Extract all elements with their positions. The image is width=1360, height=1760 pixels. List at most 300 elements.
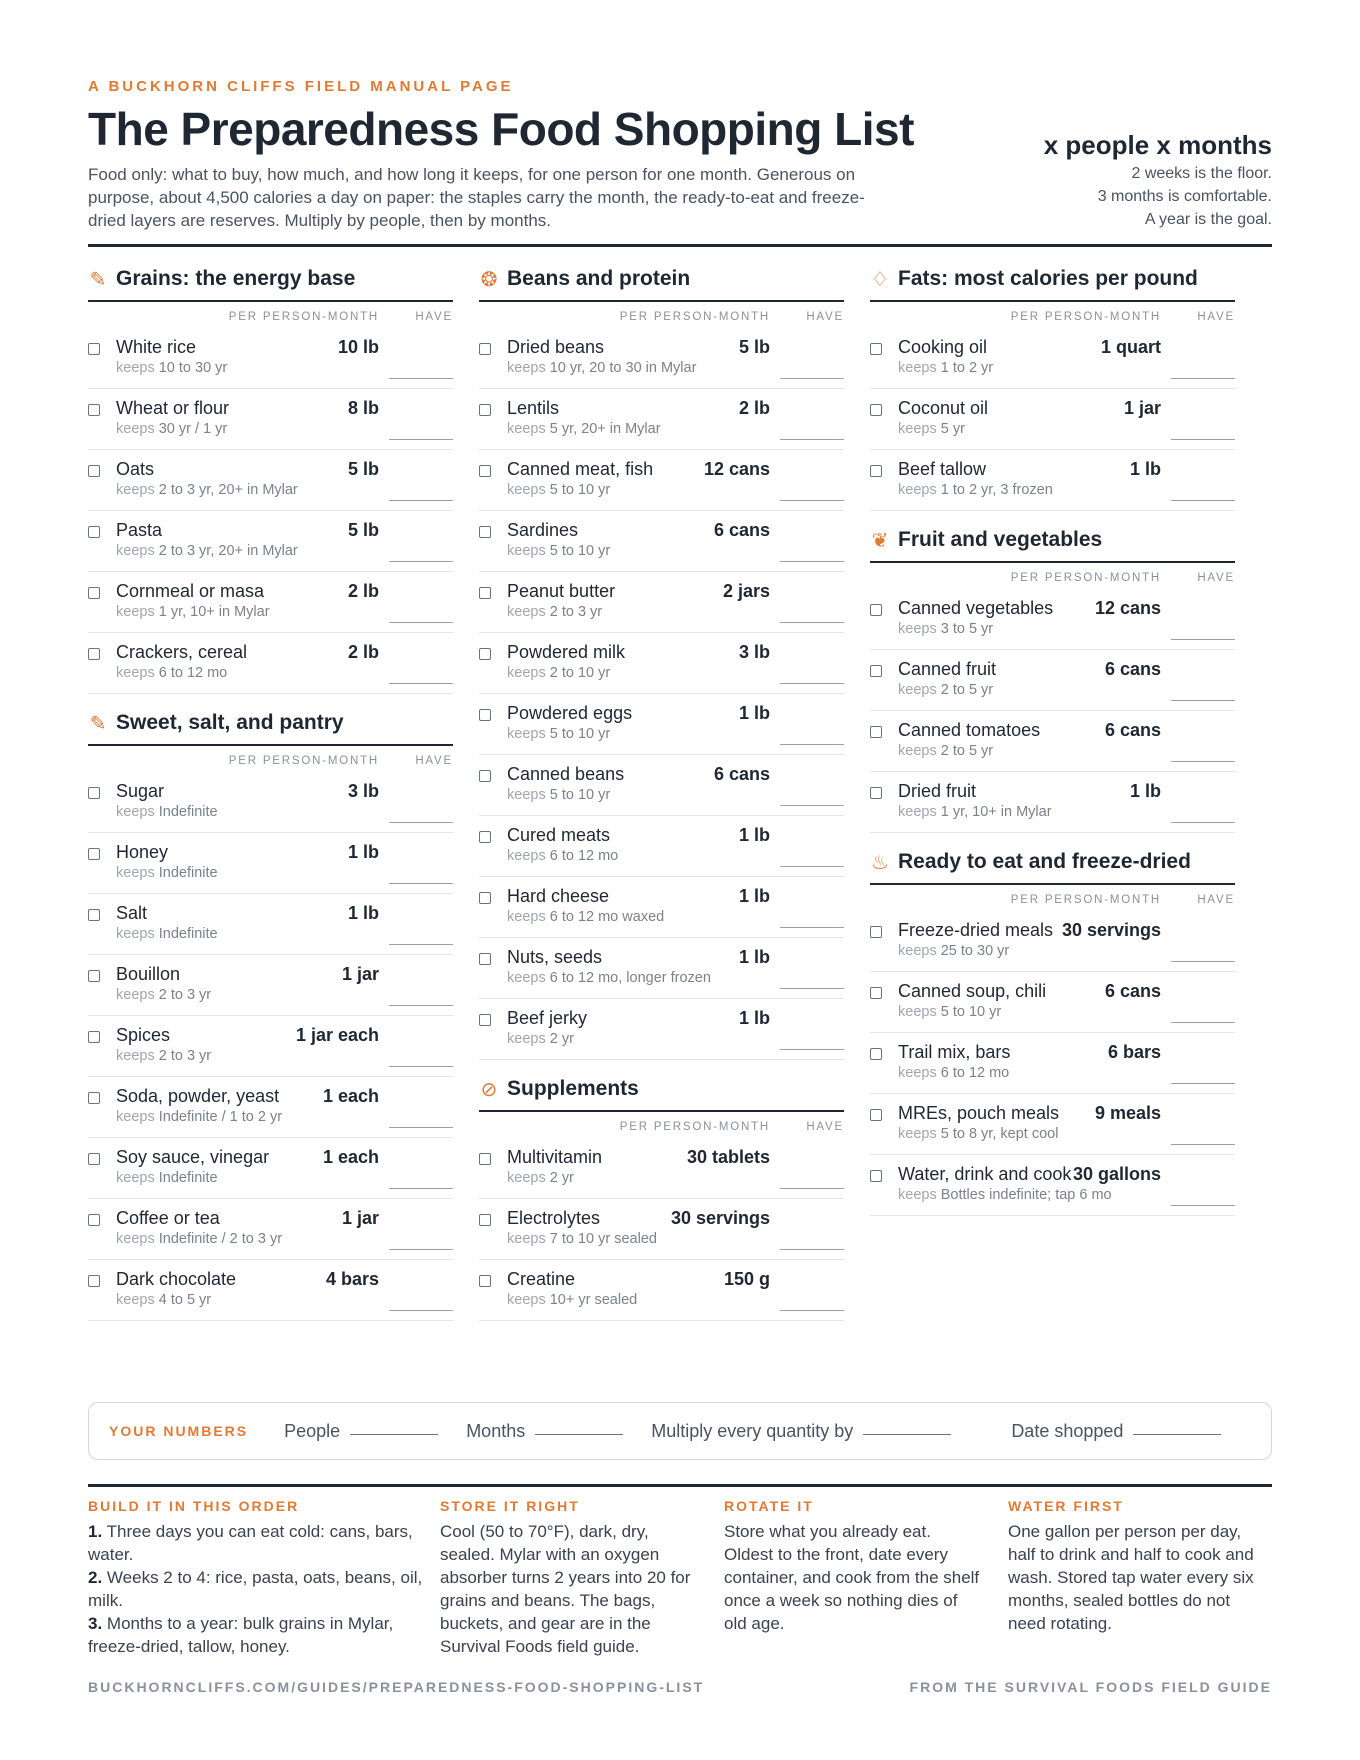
date-shopped-label: Date shopped: [1011, 1420, 1124, 1441]
list-item: [88, 955, 453, 1016]
multiplier-field[interactable]: [651, 1421, 951, 1442]
item-text: [116, 1268, 453, 1310]
have-blank[interactable]: [780, 622, 844, 623]
item-keeps: [116, 358, 453, 378]
item-checkbox[interactable]: [88, 848, 100, 860]
have-blank[interactable]: [1171, 1205, 1235, 1206]
item-keeps: [507, 846, 844, 866]
keeps-word: keeps: [116, 360, 155, 376]
list-section: [479, 264, 844, 1060]
item-keeps: [507, 602, 844, 622]
item-checkbox[interactable]: [88, 1031, 100, 1043]
have-blank[interactable]: [780, 805, 844, 806]
list-item: [88, 1138, 453, 1199]
have-blank[interactable]: [389, 1066, 453, 1067]
item-keeps: [116, 1229, 453, 1249]
have-header: HAVE: [1197, 311, 1235, 323]
keeps-value: 2 to 3 yr: [158, 1048, 212, 1064]
item-keeps: [898, 741, 1235, 761]
keeps-word: keeps: [507, 848, 546, 864]
item-quantity: 1 lb: [738, 703, 770, 723]
item-name: MREs, pouch meals: [898, 1103, 1060, 1123]
have-blank[interactable]: [780, 744, 844, 745]
item-quantity: 1 lb: [738, 886, 770, 906]
item-keeps: [898, 480, 1235, 500]
item-text: [507, 763, 844, 805]
item-checkbox[interactable]: [870, 1170, 882, 1182]
list-column: [479, 264, 844, 1335]
have-header: HAVE: [806, 1121, 844, 1133]
item-keeps: [116, 480, 453, 500]
keeps-word: keeps: [507, 543, 546, 559]
item-checkbox[interactable]: [88, 1214, 100, 1226]
item-quantity: 2 lb: [347, 581, 379, 601]
item-text: [898, 336, 1235, 378]
item-name: Creatine: [507, 1269, 576, 1289]
list-item: [870, 1094, 1235, 1155]
tip-heading: ROTATE IT: [724, 1498, 814, 1514]
item-keeps: [116, 419, 453, 439]
item-checkbox[interactable]: [870, 926, 882, 938]
item-checkbox[interactable]: [479, 587, 491, 599]
list-item: [479, 999, 844, 1060]
item-text: [116, 1024, 453, 1066]
have-blank[interactable]: [780, 1188, 844, 1189]
item-quantity: 1 quart: [1100, 337, 1161, 357]
column-headers: [870, 885, 1235, 911]
list-item: [479, 633, 844, 694]
item-name: Dried beans: [507, 337, 605, 357]
list-item: [870, 772, 1235, 833]
item-name: Beef jerky: [507, 1008, 588, 1028]
item-text: [898, 1102, 1235, 1144]
list-item: [88, 450, 453, 511]
item-text: [898, 1041, 1235, 1083]
item-name: Salt: [116, 903, 148, 923]
item-checkbox[interactable]: [88, 343, 100, 355]
keeps-word: keeps: [116, 482, 155, 498]
keeps-value: 5 to 10 yr: [549, 543, 611, 559]
date-shopped-blank[interactable]: [1133, 1427, 1221, 1435]
have-blank[interactable]: [780, 1310, 844, 1311]
item-checkbox[interactable]: [88, 909, 100, 921]
list-item: [88, 511, 453, 572]
item-text: [116, 1146, 453, 1188]
list-item: [870, 450, 1235, 511]
item-quantity: 1 jar: [341, 964, 379, 984]
item-checkbox[interactable]: [870, 465, 882, 477]
list-item: [870, 589, 1235, 650]
item-keeps: [507, 968, 844, 988]
item-quantity: 1 lb: [347, 903, 379, 923]
have-blank[interactable]: [780, 1049, 844, 1050]
item-quantity: 30 tablets: [686, 1147, 770, 1167]
have-blank[interactable]: [389, 1188, 453, 1189]
item-checkbox[interactable]: [88, 1153, 100, 1165]
have-blank[interactable]: [1171, 500, 1235, 501]
item-checkbox[interactable]: [479, 343, 491, 355]
item-checkbox[interactable]: [479, 404, 491, 416]
keeps-word: keeps: [898, 1004, 937, 1020]
item-checkbox[interactable]: [479, 892, 491, 904]
per-person-month-header: PER PERSON-MONTH: [228, 311, 379, 323]
item-keeps: [507, 663, 844, 683]
list-item: [479, 572, 844, 633]
keeps-word: keeps: [898, 743, 937, 759]
item-name: Honey: [116, 842, 169, 862]
item-checkbox[interactable]: [870, 1109, 882, 1121]
have-blank[interactable]: [780, 561, 844, 562]
flame-icon: ♨: [871, 851, 889, 874]
have-blank[interactable]: [1171, 822, 1235, 823]
keeps-word: keeps: [116, 865, 155, 881]
keeps-value: 7 to 10 yr sealed: [549, 1231, 657, 1247]
section-header: [870, 264, 1235, 302]
item-checkbox[interactable]: [88, 526, 100, 538]
item-checkbox[interactable]: [479, 709, 491, 721]
item-text: [116, 397, 453, 439]
list-item: [88, 1260, 453, 1321]
keeps-word: keeps: [507, 482, 546, 498]
have-blank[interactable]: [780, 500, 844, 501]
keeps-value: 5 to 8 yr, kept cool: [940, 1126, 1059, 1142]
date-shopped-field[interactable]: [1011, 1421, 1221, 1442]
item-text: [898, 1163, 1235, 1205]
item-checkbox[interactable]: [88, 1275, 100, 1287]
have-blank[interactable]: [389, 1310, 453, 1311]
item-name: Powdered eggs: [507, 703, 633, 723]
tip-step: [88, 1520, 440, 1566]
have-blank[interactable]: [1171, 1083, 1235, 1084]
keeps-value: Indefinite / 1 to 2 yr: [158, 1109, 283, 1125]
have-blank[interactable]: [1171, 1144, 1235, 1145]
keeps-word: keeps: [116, 1048, 155, 1064]
have-blank[interactable]: [1171, 378, 1235, 379]
list-item: [88, 1199, 453, 1260]
item-checkbox[interactable]: [479, 1153, 491, 1165]
list-section: [870, 264, 1235, 511]
list-item: [88, 633, 453, 694]
item-name: Canned meat, fish: [507, 459, 654, 479]
keeps-word: keeps: [898, 421, 937, 437]
per-person-month-header: PER PERSON-MONTH: [1010, 572, 1161, 584]
multiplier-line: A year is the goal.: [1144, 211, 1272, 228]
have-blank[interactable]: [389, 1127, 453, 1128]
have-blank[interactable]: [1171, 761, 1235, 762]
leaf-icon: ❦: [871, 529, 889, 552]
keeps-word: keeps: [898, 1187, 937, 1203]
item-quantity: 6 cans: [1104, 981, 1161, 1001]
have-blank[interactable]: [1171, 439, 1235, 440]
item-text: [116, 641, 453, 683]
item-checkbox[interactable]: [88, 970, 100, 982]
list-item: [479, 694, 844, 755]
list-item: [479, 450, 844, 511]
have-blank[interactable]: [389, 883, 453, 884]
have-blank[interactable]: [780, 927, 844, 928]
multiplier-line: 2 weeks is the floor.: [1131, 165, 1272, 182]
item-quantity: 6 bars: [1107, 1042, 1161, 1062]
keeps-value: 6 to 12 mo waxed: [549, 909, 665, 925]
item-keeps: [116, 602, 453, 622]
item-name: Canned beans: [507, 764, 625, 784]
step-text: Weeks 2 to 4: rice, pasta, oats, beans, oil, milk.: [88, 1568, 423, 1610]
item-checkbox[interactable]: [870, 987, 882, 999]
item-quantity: 12 cans: [703, 459, 770, 479]
item-name: Dark chocolate: [116, 1269, 237, 1289]
item-quantity: 30 servings: [670, 1208, 770, 1228]
item-keeps: [898, 1185, 1235, 1205]
have-blank[interactable]: [1171, 1022, 1235, 1023]
list-item: [870, 711, 1235, 772]
item-checkbox[interactable]: [479, 770, 491, 782]
keeps-value: Indefinite: [158, 865, 218, 881]
item-keeps: [507, 724, 844, 744]
keeps-value: 5 to 10 yr: [940, 1004, 1002, 1020]
keeps-value: Bottles indefinite; tap 6 mo: [940, 1187, 1112, 1203]
have-blank[interactable]: [780, 683, 844, 684]
keeps-value: 1 yr, 10+ in Mylar: [158, 604, 270, 620]
step-number: 1.: [88, 1522, 103, 1541]
have-blank[interactable]: [1171, 961, 1235, 962]
list-item: [479, 755, 844, 816]
item-quantity: 2 jars: [722, 581, 770, 601]
item-name: Powdered milk: [507, 642, 626, 662]
column-headers: [870, 302, 1235, 328]
item-checkbox[interactable]: [870, 343, 882, 355]
item-checkbox[interactable]: [479, 1275, 491, 1287]
item-name: Peanut butter: [507, 581, 616, 601]
item-checkbox[interactable]: [870, 665, 882, 677]
item-name: Trail mix, bars: [898, 1042, 1011, 1062]
item-name: Oats: [116, 459, 155, 479]
item-keeps: [898, 1124, 1235, 1144]
item-text: [507, 519, 844, 561]
have-blank[interactable]: [389, 439, 453, 440]
keeps-value: Indefinite: [158, 804, 218, 820]
keeps-value: 10+ yr sealed: [549, 1292, 638, 1308]
item-quantity: 4 bars: [325, 1269, 379, 1289]
months-blank[interactable]: [535, 1427, 623, 1435]
item-text: [898, 719, 1235, 761]
people-blank[interactable]: [350, 1427, 438, 1435]
have-blank[interactable]: [780, 988, 844, 989]
column-headers: [88, 302, 453, 328]
item-quantity: 6 cans: [1104, 659, 1161, 679]
keeps-value: 2 yr: [549, 1170, 574, 1186]
keeps-value: 25 to 30 yr: [940, 943, 1010, 959]
item-name: Sugar: [116, 781, 165, 801]
item-quantity: 1 lb: [738, 947, 770, 967]
item-columns: [88, 264, 1272, 1335]
item-quantity: 1 each: [322, 1147, 379, 1167]
section-header: [870, 847, 1235, 885]
item-checkbox[interactable]: [870, 604, 882, 616]
list-item: [870, 650, 1235, 711]
have-blank[interactable]: [1171, 700, 1235, 701]
section-title: Ready to eat and freeze-dried: [898, 850, 1191, 873]
item-name: Hard cheese: [507, 886, 610, 906]
item-checkbox[interactable]: [479, 1014, 491, 1026]
keeps-value: 5 yr, 20+ in Mylar: [549, 421, 661, 437]
footer-url[interactable]: BUCKHORNCLIFFS.COM/GUIDES/PREPAREDNESS-FOOD-SHOPPING-LIST: [88, 1679, 705, 1695]
item-keeps: [507, 1290, 844, 1310]
item-text: [116, 336, 453, 378]
item-checkbox[interactable]: [870, 787, 882, 799]
keeps-value: 2 to 3 yr: [158, 987, 212, 1003]
have-blank[interactable]: [780, 439, 844, 440]
item-checkbox[interactable]: [479, 648, 491, 660]
have-blank[interactable]: [780, 1249, 844, 1250]
item-keeps: [507, 541, 844, 561]
have-blank[interactable]: [389, 561, 453, 562]
item-quantity: 5 lb: [347, 520, 379, 540]
list-item: [479, 328, 844, 389]
item-checkbox[interactable]: [88, 787, 100, 799]
keeps-word: keeps: [507, 1170, 546, 1186]
section-header: [870, 525, 1235, 563]
list-item: [88, 389, 453, 450]
keeps-value: 1 to 2 yr, 3 frozen: [940, 482, 1053, 498]
have-blank[interactable]: [389, 500, 453, 501]
keeps-value: 2 to 3 yr: [549, 604, 603, 620]
item-checkbox[interactable]: [870, 1048, 882, 1060]
keeps-value: 6 to 12 mo: [549, 848, 619, 864]
item-name: Canned soup, chili: [898, 981, 1047, 1001]
list-item: [479, 1199, 844, 1260]
list-item: [88, 772, 453, 833]
keeps-value: Indefinite: [158, 926, 218, 942]
item-text: [116, 780, 453, 822]
item-name: Cornmeal or masa: [116, 581, 265, 601]
item-checkbox[interactable]: [88, 587, 100, 599]
have-header: HAVE: [1197, 894, 1235, 906]
have-blank[interactable]: [389, 378, 453, 379]
months-field[interactable]: [466, 1421, 623, 1442]
item-name: Coffee or tea: [116, 1208, 220, 1228]
footer-divider: [88, 1484, 1272, 1487]
item-checkbox[interactable]: [479, 953, 491, 965]
keeps-value: 3 to 5 yr: [940, 621, 994, 637]
item-quantity: 2 lb: [347, 642, 379, 662]
per-person-month-header: PER PERSON-MONTH: [1010, 894, 1161, 906]
keeps-word: keeps: [507, 1231, 546, 1247]
have-blank[interactable]: [780, 866, 844, 867]
keeps-value: Indefinite / 2 to 3 yr: [158, 1231, 283, 1247]
item-quantity: 30 servings: [1061, 920, 1161, 940]
item-quantity: 1 lb: [738, 825, 770, 845]
section-title: Fruit and vegetables: [898, 528, 1103, 551]
item-quantity: 5 lb: [738, 337, 770, 357]
tip-heading: STORE IT RIGHT: [440, 1498, 580, 1514]
item-checkbox[interactable]: [479, 1214, 491, 1226]
list-item: [479, 389, 844, 450]
item-name: Beef tallow: [898, 459, 987, 479]
item-text: [507, 1268, 844, 1310]
keeps-word: keeps: [116, 1231, 155, 1247]
item-checkbox[interactable]: [88, 465, 100, 477]
keeps-word: keeps: [116, 604, 155, 620]
item-checkbox[interactable]: [479, 465, 491, 477]
item-name: Sardines: [507, 520, 579, 540]
page-title: The Preparedness Food Shopping List: [88, 103, 914, 155]
have-blank[interactable]: [389, 1249, 453, 1250]
have-blank[interactable]: [389, 944, 453, 945]
have-blank[interactable]: [389, 1005, 453, 1006]
have-blank[interactable]: [1171, 639, 1235, 640]
item-text: [507, 336, 844, 378]
section-title: Supplements: [507, 1077, 639, 1100]
footer-source: FROM THE SURVIVAL FOODS FIELD GUIDE: [909, 1679, 1272, 1695]
item-name: Spices: [116, 1025, 171, 1045]
item-keeps: [116, 1107, 453, 1127]
keeps-value: 1 to 2 yr: [940, 360, 994, 376]
item-checkbox[interactable]: [88, 648, 100, 660]
have-header: HAVE: [415, 311, 453, 323]
tip-text: One gallon per person per day, half to drink and half to cook and wash. Stored tap water every six months, sealed bottles do not need rotating.: [1008, 1522, 1254, 1633]
keeps-value: 2 to 3 yr, 20+ in Mylar: [158, 543, 298, 559]
item-quantity: 12 cans: [1094, 598, 1161, 618]
item-keeps: [898, 619, 1235, 639]
list-item: [870, 911, 1235, 972]
item-quantity: 1 lb: [738, 1008, 770, 1028]
item-checkbox[interactable]: [870, 726, 882, 738]
tip-water: [1008, 1496, 1272, 1658]
item-text: [507, 1007, 844, 1049]
step-text: Three days you can eat cold: cans, bars, water.: [88, 1522, 413, 1564]
item-name: Canned tomatoes: [898, 720, 1041, 740]
item-text: [898, 597, 1235, 639]
have-blank[interactable]: [389, 622, 453, 623]
have-blank[interactable]: [780, 378, 844, 379]
section-title: Grains: the energy base: [116, 267, 356, 290]
multiplier-blank[interactable]: [863, 1427, 951, 1435]
item-text: [116, 902, 453, 944]
keeps-word: keeps: [898, 1126, 937, 1142]
keeps-value: 10 yr, 20 to 30 in Mylar: [549, 360, 697, 376]
item-keeps: [507, 358, 844, 378]
item-keeps: [116, 541, 453, 561]
item-checkbox[interactable]: [870, 404, 882, 416]
keeps-word: keeps: [898, 360, 937, 376]
item-keeps: [898, 680, 1235, 700]
tip-step: [88, 1612, 440, 1658]
people-field[interactable]: [284, 1421, 438, 1442]
item-keeps: [898, 358, 1235, 378]
shopping-list-page: [88, 78, 1272, 1695]
item-checkbox[interactable]: [479, 526, 491, 538]
have-blank[interactable]: [389, 822, 453, 823]
keeps-word: keeps: [116, 804, 155, 820]
item-quantity: 1 each: [322, 1086, 379, 1106]
item-checkbox[interactable]: [88, 1092, 100, 1104]
item-keeps: [507, 1029, 844, 1049]
item-checkbox[interactable]: [479, 831, 491, 843]
keeps-word: keeps: [507, 1292, 546, 1308]
item-text: [898, 980, 1235, 1022]
list-item: [88, 1077, 453, 1138]
keeps-word: keeps: [898, 682, 937, 698]
list-item: [88, 1016, 453, 1077]
multiplier-label: Multiply every quantity by: [651, 1420, 854, 1441]
have-blank[interactable]: [389, 683, 453, 684]
item-keeps: [116, 663, 453, 683]
item-text: [898, 658, 1235, 700]
item-quantity: 30 gallons: [1072, 1164, 1161, 1184]
item-checkbox[interactable]: [88, 404, 100, 416]
keeps-value: 10 to 30 yr: [158, 360, 228, 376]
section-title: Fats: most calories per pound: [898, 267, 1198, 290]
